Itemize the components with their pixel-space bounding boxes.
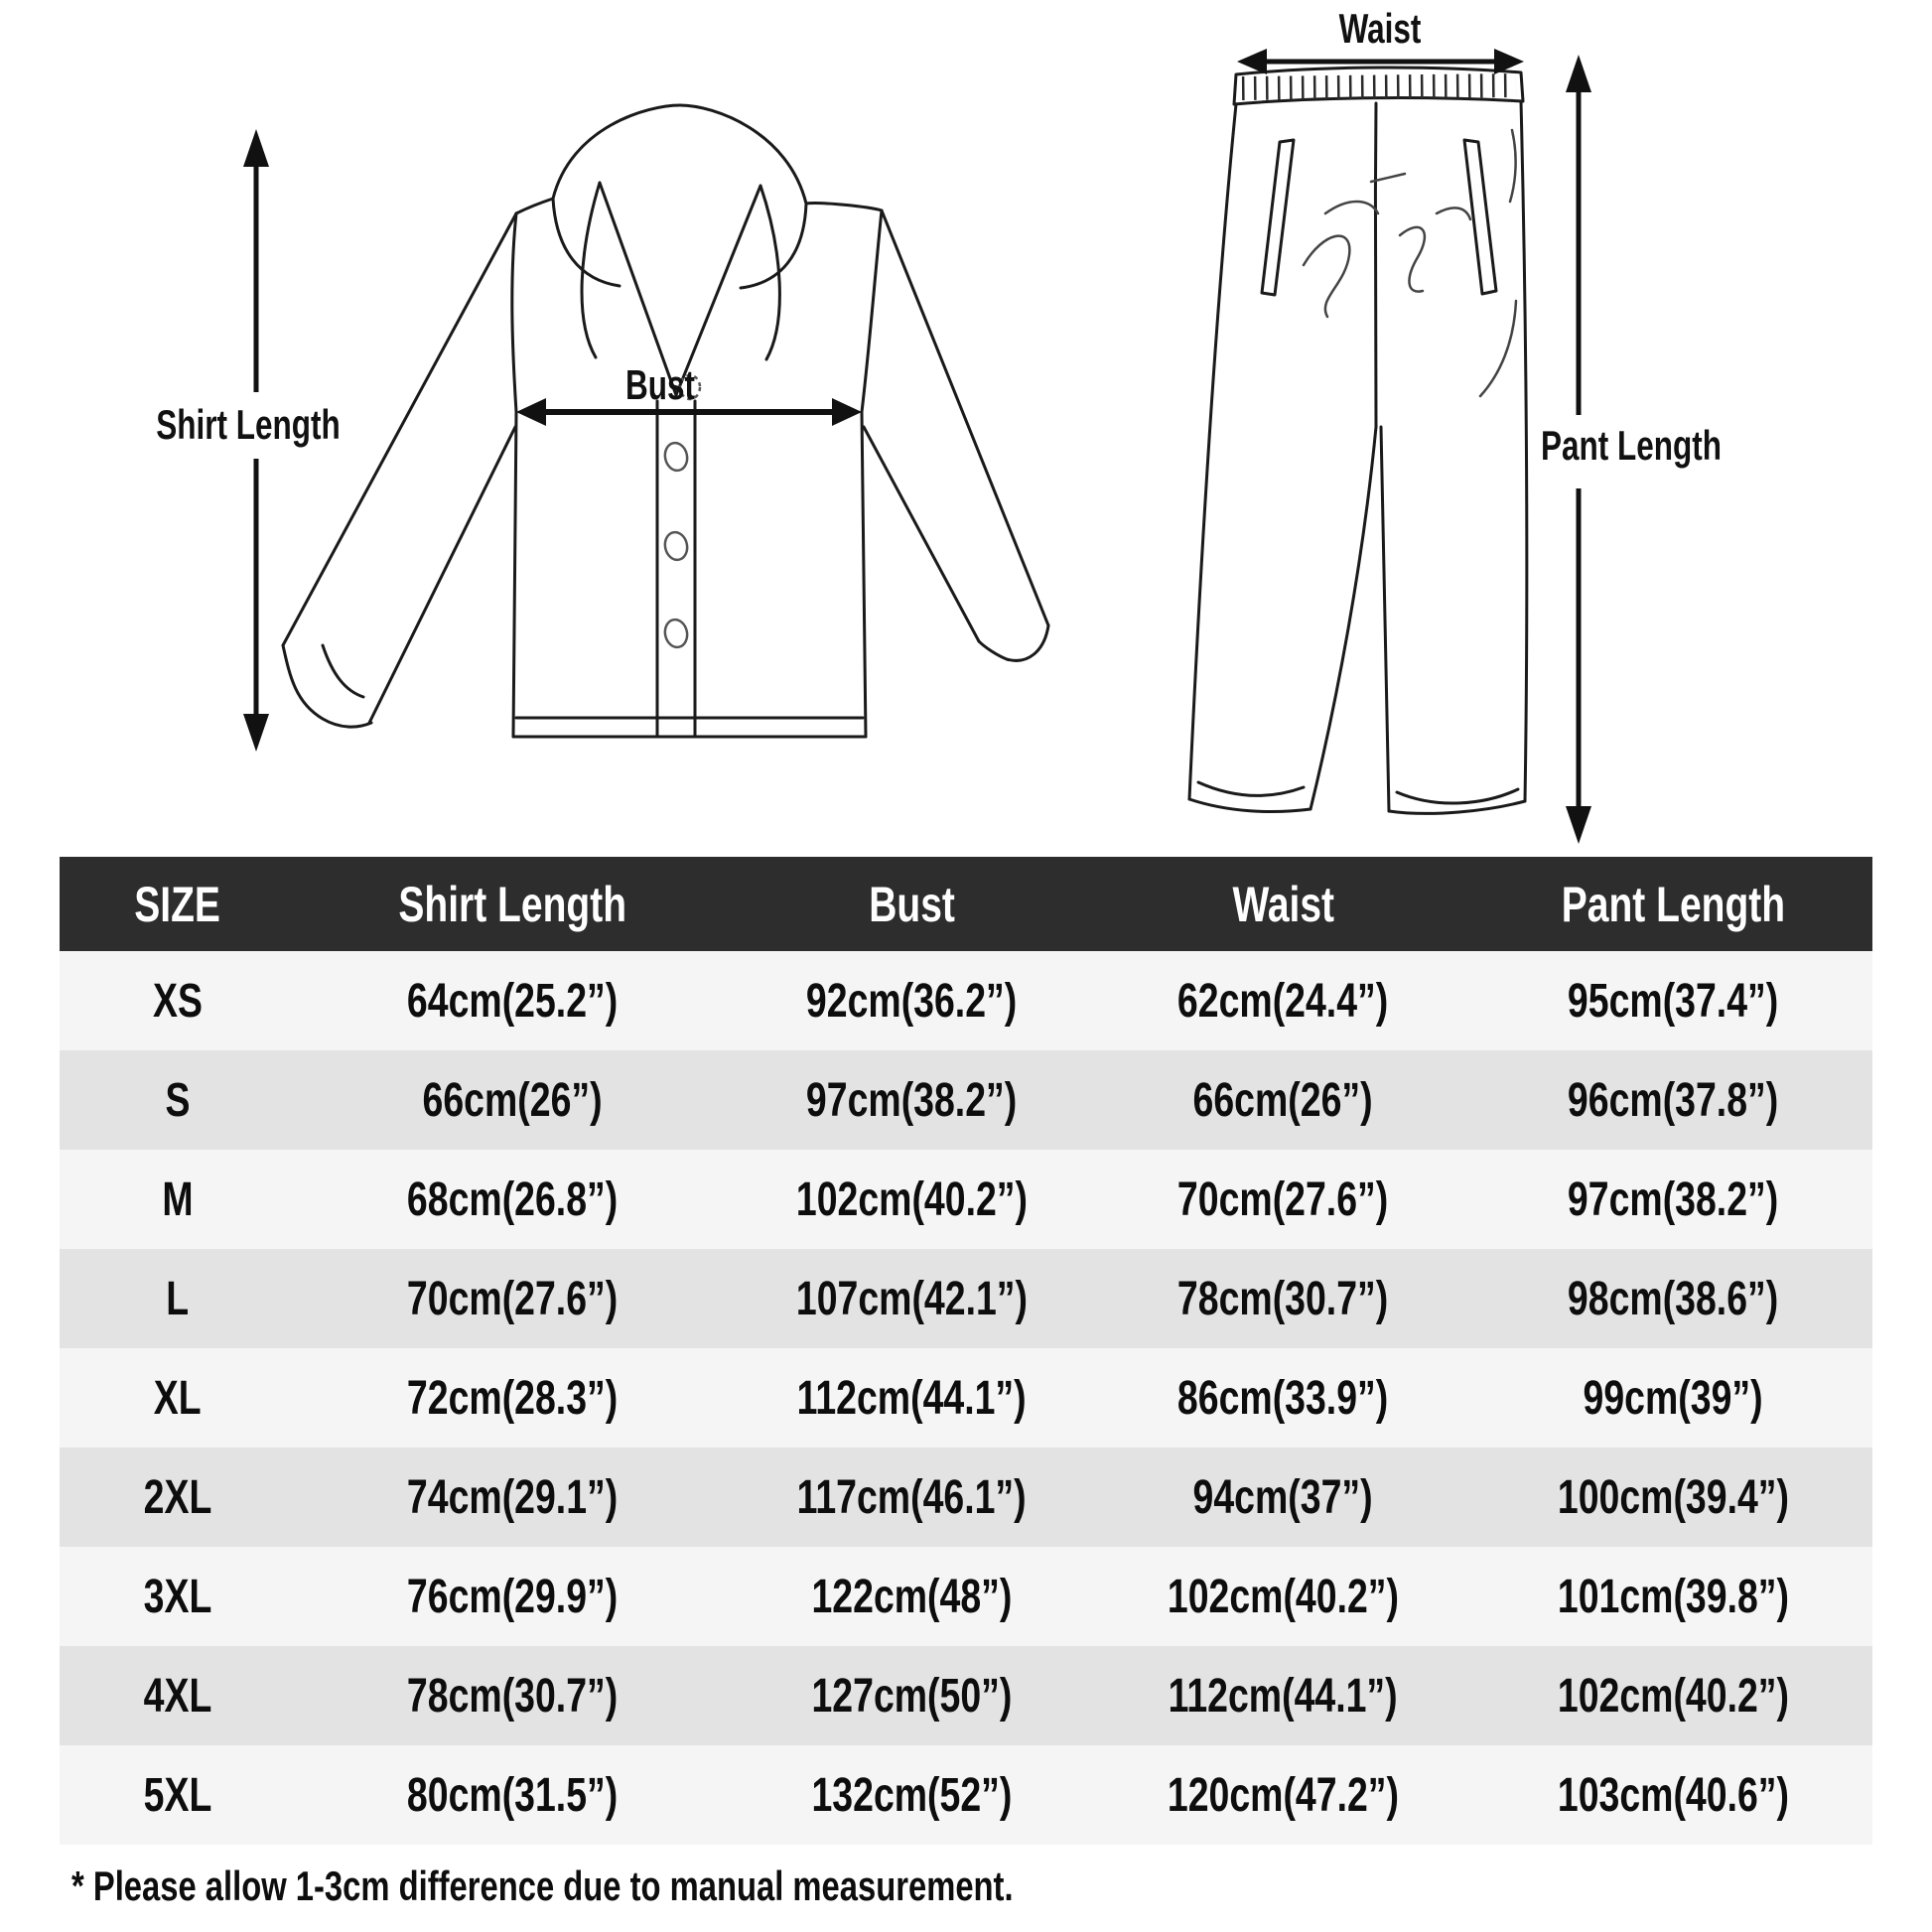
shirt-length-cell: 64cm(25.2”) <box>407 974 619 1028</box>
shirt-length-cell: 66cm(26”) <box>422 1073 604 1127</box>
shirt-length-cell: 70cm(27.6”) <box>407 1272 619 1325</box>
table-row-s <box>60 1050 1872 1150</box>
size-cell: XS <box>152 974 203 1028</box>
waist-cell: 120cm(47.2”) <box>1167 1768 1400 1822</box>
table-row-xs <box>60 951 1872 1050</box>
measurement-footnote: * Please allow 1-3cm difference due to manual measurement. <box>71 1863 1014 1909</box>
pants-outline <box>1189 68 1527 813</box>
arrow-left-icon <box>516 398 546 426</box>
table-row-2xl <box>60 1448 1872 1547</box>
button-icon <box>662 618 689 649</box>
arrow-up-icon <box>243 129 269 167</box>
pant-length-cell: 103cm(40.6”) <box>1557 1768 1789 1822</box>
arrow-right-icon <box>832 398 862 426</box>
size-cell: 2XL <box>143 1470 212 1524</box>
size-cell: 5XL <box>143 1768 212 1822</box>
size-cell: 4XL <box>143 1669 212 1723</box>
arrow-left-icon <box>1237 49 1267 74</box>
shirt-length-cell: 68cm(26.8”) <box>407 1173 619 1226</box>
waist-cell: 62cm(24.4”) <box>1177 974 1389 1028</box>
header-size: SIZE <box>134 876 221 932</box>
waistband-hatching <box>1242 85 1516 88</box>
shirt-diagram <box>119 89 1072 784</box>
shirt-length-cell: 72cm(28.3”) <box>407 1371 619 1425</box>
waist-cell: 66cm(26”) <box>1192 1073 1374 1127</box>
table-row-l <box>60 1249 1872 1348</box>
bust-cell: 107cm(42.1”) <box>795 1272 1028 1325</box>
table-row-3xl <box>60 1547 1872 1646</box>
waist-cell: 94cm(37”) <box>1192 1470 1374 1524</box>
table-row-4xl <box>60 1646 1872 1745</box>
pant-length-label: Pant Length <box>1541 421 1722 470</box>
shirt-length-label: Shirt Length <box>156 400 341 449</box>
table-header-row <box>60 857 1872 951</box>
pant-length-cell: 102cm(40.2”) <box>1557 1669 1789 1723</box>
header-pant-length: Pant Length <box>1561 876 1785 932</box>
shirt-length-cell: 80cm(31.5”) <box>407 1768 619 1822</box>
bust-cell: 112cm(44.1”) <box>796 1371 1027 1425</box>
table-row-xl <box>60 1348 1872 1448</box>
wrinkle-marks <box>1304 130 1516 396</box>
shirt-length-cell: 74cm(29.1”) <box>407 1470 619 1524</box>
pant-length-cell: 100cm(39.4”) <box>1557 1470 1789 1524</box>
pants-diagram <box>1176 5 1772 859</box>
bust-cell: 117cm(46.1”) <box>796 1470 1027 1524</box>
size-cell: S <box>165 1073 191 1127</box>
shirt-outline <box>283 105 1048 737</box>
waist-cell: 78cm(30.7”) <box>1177 1272 1389 1325</box>
size-cell: L <box>166 1272 190 1325</box>
table-row-m <box>60 1150 1872 1249</box>
waist-cell: 70cm(27.6”) <box>1177 1173 1389 1226</box>
arrow-down-icon <box>1566 806 1591 844</box>
header-shirt-length: Shirt Length <box>398 876 627 932</box>
waist-label: Waist <box>1338 5 1422 53</box>
shirt-length-cell: 76cm(29.9”) <box>407 1570 619 1623</box>
bust-cell: 132cm(52”) <box>811 1768 1013 1822</box>
bust-label: Bust <box>625 360 695 409</box>
pocket-left <box>1262 140 1294 295</box>
size-cell: M <box>162 1173 194 1226</box>
arrow-down-icon <box>243 714 269 752</box>
size-table <box>60 857 1872 1845</box>
bust-cell: 102cm(40.2”) <box>795 1173 1028 1226</box>
table-row-5xl <box>60 1745 1872 1845</box>
size-cell: 3XL <box>143 1570 212 1623</box>
bust-cell: 122cm(48”) <box>811 1570 1013 1623</box>
button-icon <box>662 441 689 473</box>
pant-length-cell: 95cm(37.4”) <box>1567 974 1779 1028</box>
arrow-up-icon <box>1566 55 1591 92</box>
waist-cell: 102cm(40.2”) <box>1167 1570 1400 1623</box>
bust-cell: 127cm(50”) <box>811 1669 1013 1723</box>
pant-length-cell: 101cm(39.8”) <box>1557 1570 1789 1623</box>
pant-length-cell: 97cm(38.2”) <box>1567 1173 1779 1226</box>
header-waist: Waist <box>1232 876 1334 932</box>
pant-length-cell: 96cm(37.8”) <box>1567 1073 1779 1127</box>
button-icon <box>662 530 689 562</box>
pant-length-cell: 98cm(38.6”) <box>1567 1272 1779 1325</box>
pant-length-cell: 99cm(39”) <box>1583 1371 1763 1425</box>
bust-cell: 92cm(36.2”) <box>806 974 1018 1028</box>
size-table-grid <box>60 857 1872 1845</box>
size-cell: XL <box>153 1371 202 1425</box>
header-bust: Bust <box>868 876 955 932</box>
waist-cell: 112cm(44.1”) <box>1169 1669 1399 1723</box>
waist-cell: 86cm(33.9”) <box>1177 1371 1389 1425</box>
shirt-length-cell: 78cm(30.7”) <box>407 1669 619 1723</box>
bust-cell: 97cm(38.2”) <box>806 1073 1018 1127</box>
